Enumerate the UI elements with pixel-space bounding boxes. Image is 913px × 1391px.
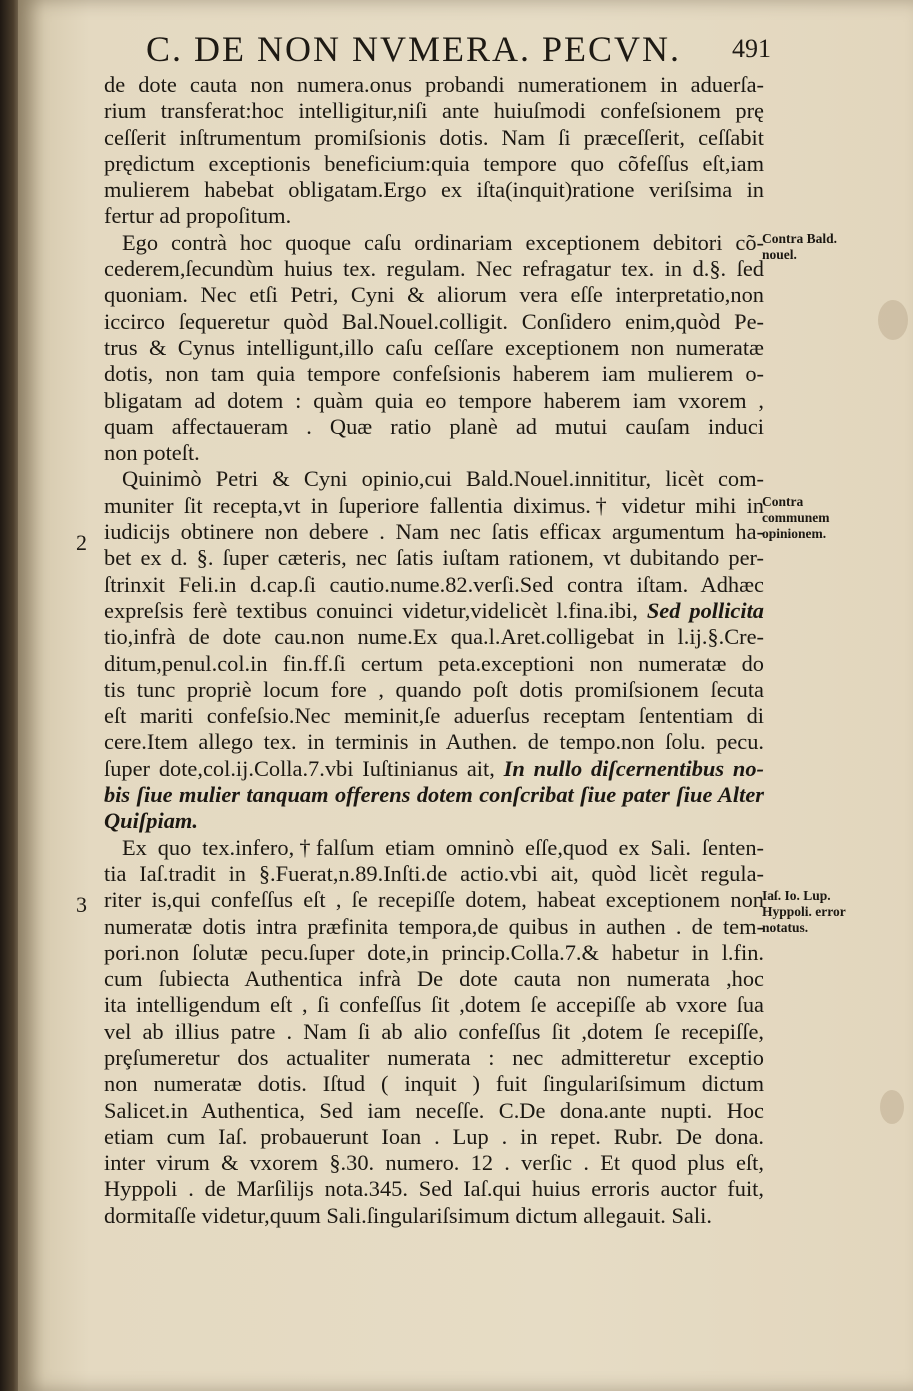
text-line: cederem,ſecundùm huius tex. regulam. Nec refragatur tex. in d.§. ſed: [104, 256, 764, 282]
text-line: Hyppoli . de Marſilijs nota.345. Sed Iaſ.qui huius erroris auctor fuit,: [104, 1176, 764, 1202]
text-line: non poteſt.: [104, 440, 200, 466]
text-line: dormitaſſe videtur,quum Sali.ſingulariſsimum dictum allegauit. Sali.: [104, 1202, 712, 1228]
folio-number: 491: [732, 34, 771, 63]
text-line: ita intelligendum eſt , ſi confeſſus ſit ,dotem ſe accepiſſe ab vxore ſua: [104, 992, 764, 1018]
text-line: riter is,qui confeſſus eſt , ſe recepiſſe dotem, habeat exceptionem non: [104, 887, 764, 913]
text-line: numeratæ dotis intra præfinita tempora,de quibus in authen . de tem-: [104, 913, 764, 939]
paper-stain: [880, 1090, 904, 1124]
text-line: trus & Cynus intelligunt,illo caſu ceſſare exceptionem non numeratæ: [104, 334, 764, 360]
margin-note: Contra Bald. nouel.: [762, 231, 838, 262]
text-line: cere.Item allego tex. in terminis in Authen. de tempo.non ſolu. pecu.: [104, 729, 764, 755]
paper-stain: [878, 300, 908, 340]
text-line: pori.non ſolutæ pecu.ſuper dote,in princip.Colla.7.& habetur in l.fin.: [104, 939, 764, 965]
text-line: [104, 756, 764, 782]
text-line: prȩſumeretur dos actualiter numerata : nec admitteretur exceptio: [104, 1044, 764, 1070]
text-line: ceſſerit inſtrumentum promiſsionis dotis. Nam ſi præceſſerit, ceſſabit: [104, 124, 764, 150]
italic-phrase: Sed pollicita: [646, 597, 765, 623]
text-line: dotis, non tam quia tempore confeſsionis haberem iam mulierem o-: [104, 361, 764, 387]
text-line: tio,infrà de dote cau.non nume.Ex qua.l.Aret.colligebat in l.ij.§.Cre-: [104, 624, 764, 650]
section-number: 3: [76, 892, 87, 917]
text-line: fertur ad propoſitum.: [104, 203, 292, 229]
text-line: Ego contrà hoc quoque caſu ordinariam exceptionem debitori cõ-: [122, 229, 764, 255]
text-line: tis tunc propriè locum fore , quando poſt dotis promiſsionem ſecuta: [104, 676, 764, 702]
body-text: [104, 72, 764, 1229]
text-line: cum ſubiecta Authentica infrà De dote cauta non numerata ,hoc: [104, 966, 764, 992]
text-line: iccirco ſequeretur quòd Bal.Nouel.colligit. Conſidero enim,quòd Pe-: [104, 308, 764, 334]
text-line: mulierem habebat obligatam.Ergo ex iſta(inquit)ratione veriſsima in: [104, 177, 764, 203]
text-line: vel ab illius patre . Nam ſi ab alio confeſſus ſit ,dotem ſe recepiſſe,: [104, 1018, 764, 1044]
margin-note: Contra communem opinionem.: [762, 494, 830, 541]
text-line: prędictum exceptionis beneficium:quia tempore quo cõfeſſus eſt,iam: [104, 150, 764, 176]
section-number: 2: [76, 530, 87, 555]
text-line: Salicet.in Authentica, Sed iam neceſſe. C.De dona.ante nupti. Hoc: [104, 1097, 764, 1123]
text-line: eſt mariti confeſsio.Nec meminit,ſe aduerſus receptam ſententiam di: [104, 703, 764, 729]
text-line: non numeratæ dotis. Iſtud ( inquit ) fuit ſingulariſsimum dictum: [104, 1071, 764, 1097]
running-title: C. DE NON NVMERA. PECVN.: [146, 29, 682, 69]
text-line: [104, 598, 764, 624]
text-line: bet ex d. §. ſuper cæteris, nec ſatis iuſtam rationem, vt dubitando per-: [104, 545, 764, 571]
text-line: Quinimò Petri & Cyni opinio,cui Bald.Nouel.innititur, licèt com-: [122, 466, 764, 492]
italic-phrase: In nullo diſcernentibus no-: [503, 755, 764, 781]
text-run: expreſsis ferè textibus conuinci videtur,videlicèt l.fina.ibi,: [104, 597, 638, 623]
text-line: ditum,penul.col.in fin.ff.ſi certum peta.exceptioni non numeratæ do: [104, 650, 764, 676]
text-run: ſuper dote,col.ij.Colla.7.vbi Iuſtinianus ait,: [104, 755, 495, 781]
text-line: etiam cum Iaſ. probauerunt Ioan . Lup . in repet. Rubr. De dona.: [104, 1123, 764, 1149]
text-line: rium transferat:hoc intelligitur,niſi ante huiuſmodi confeſsionem prę: [104, 98, 764, 124]
text-line: bis ſiue mulier tanquam offerens dotem conſcribat ſiue pater ſiue Alter: [104, 782, 764, 808]
text-line: quoniam. Nec etſi Petri, Cyni & aliorum vera eſſe interpretatio,non: [104, 282, 764, 308]
text-line: muniter ſit recepta,vt in ſuperiore fallentia diximus.† videtur mihi in: [104, 492, 764, 518]
text-line: ſtrinxit Feli.in d.cap.ſi cautio.nume.82.verſi.Sed contra iſtam. Adhæc: [104, 571, 764, 597]
margin-note: Iaſ. Io. Lup. Hyppoli. error notatus.: [762, 888, 846, 935]
text-line: inter virum & vxorem §.30. numero. 12 . verſic . Et quod plus eſt,: [104, 1150, 764, 1176]
text-line: de dote cauta non numera.onus probandi numerationem in aduerſa-: [104, 72, 764, 97]
text-line: iudicijs obtinere non debere . Nam nec ſatis efficax argumentum ha-: [104, 519, 764, 545]
text-line: bligatam ad dotem : quàm quia eo tempore haberem iam vxorem ,: [104, 387, 764, 413]
text-line: Ex quo tex.infero,†falſum etiam omninò eſſe,quod ex Sali. ſenten-: [122, 834, 764, 860]
text-line: quam affectaueram . Quæ ratio planè ad mutui cauſam induci: [104, 413, 764, 439]
text-line: tia Iaſ.tradit in §.Fuerat,n.89.Inſti.de actio.vbi ait, quòd licèt regula-: [104, 860, 764, 886]
text-line: Quiſpiam.: [104, 808, 198, 834]
